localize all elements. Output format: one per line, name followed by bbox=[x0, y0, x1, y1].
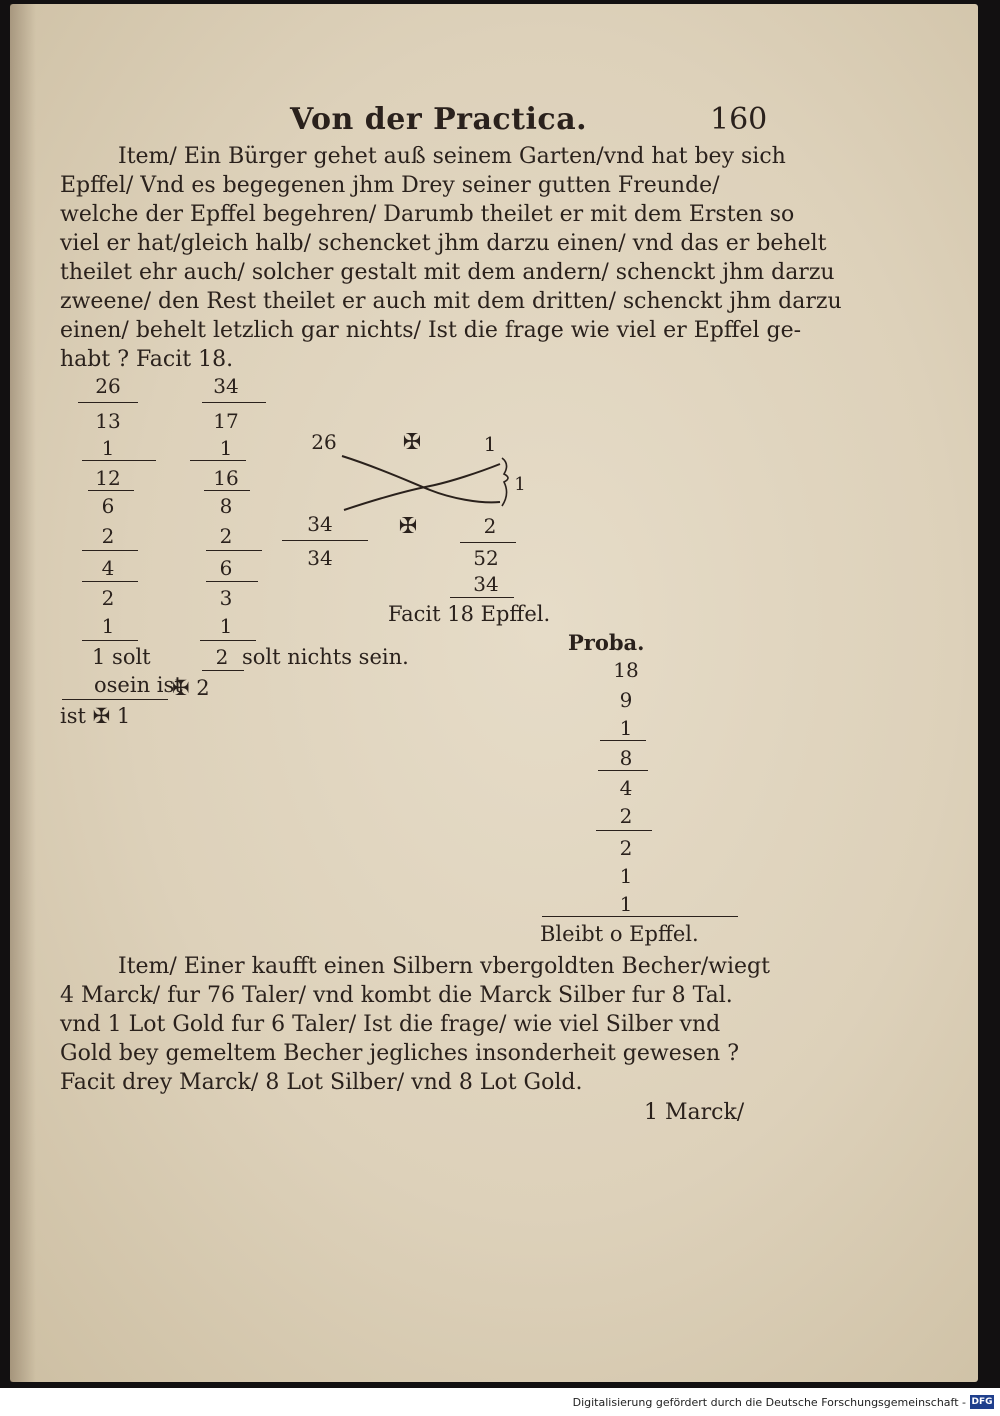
footer-bar bbox=[0, 1388, 1000, 1416]
calc-rule bbox=[206, 550, 262, 551]
problem2-line: vnd 1 Lot Gold fur 6 Taler/ Ist die frage/ wie viel Silber vnd bbox=[60, 1012, 721, 1037]
proba-value: 1 bbox=[619, 716, 633, 740]
cross-value: 34 bbox=[307, 546, 333, 570]
calc-value: 4 bbox=[101, 556, 115, 580]
calc-rule bbox=[202, 402, 266, 403]
calc-note: ✠ 2 bbox=[172, 676, 210, 700]
cross-plus-icon: ✠ bbox=[398, 514, 418, 539]
calc-value: 12 bbox=[95, 466, 121, 490]
problem1-line: Epffel/ Vnd es begegenen jhm Drey seiner gutten Freunde/ bbox=[60, 173, 720, 198]
calc-note: solt nichts sein. bbox=[242, 645, 409, 669]
problem1-line: habt ? Facit 18. bbox=[60, 347, 234, 372]
calc-value: 1 bbox=[219, 614, 233, 638]
book-page bbox=[10, 4, 978, 1382]
proba-value: 9 bbox=[619, 688, 633, 712]
calc-rule bbox=[200, 640, 256, 641]
calc-value: 1 bbox=[101, 436, 115, 460]
proba-value: 4 bbox=[619, 776, 633, 800]
cross-value: 2 bbox=[483, 514, 497, 538]
problem2-line: Item/ Einer kaufft einen Silbern vbergoldten Becher/wiegt bbox=[118, 954, 770, 979]
facit-text: Facit 18 Epffel. bbox=[388, 602, 551, 626]
cross-value: 34 bbox=[307, 512, 333, 536]
catchword: 1 Marck/ bbox=[644, 1100, 745, 1125]
calc-value: 34 bbox=[213, 374, 239, 398]
cross-value: 1 bbox=[483, 432, 497, 456]
proba-rule bbox=[596, 830, 652, 831]
calc-value: 2 bbox=[215, 645, 229, 669]
calc-rule bbox=[204, 490, 250, 491]
problem1-line: Item/ Ein Bürger gehet auß seinem Garten/vnd hat bey sich bbox=[118, 144, 786, 169]
proba-rule bbox=[598, 770, 648, 771]
calc-rule bbox=[202, 670, 244, 671]
cross-value: 26 bbox=[311, 430, 337, 454]
calc-rule bbox=[62, 699, 168, 700]
page-title: Von der Practica. bbox=[290, 102, 588, 137]
proba-value: 2 bbox=[619, 836, 633, 860]
problem1-line: zweene/ den Rest theilet er auch mit dem dritten/ schenckt jhm darzu bbox=[60, 289, 842, 314]
proba-value: 2 bbox=[619, 804, 633, 828]
calc-rule bbox=[82, 640, 138, 641]
calc-value: 3 bbox=[219, 586, 233, 610]
problem1-paragraph bbox=[60, 144, 960, 384]
cross-lines bbox=[330, 450, 530, 520]
calc-value: 1 bbox=[219, 436, 233, 460]
calc-rule bbox=[190, 460, 246, 461]
problem1-line: viel er hat/gleich halb/ schencket jhm darzu einen/ vnd das er behelt bbox=[60, 231, 827, 256]
calc-note: 1 solt bbox=[92, 645, 151, 669]
calc-value: 2 bbox=[101, 524, 115, 548]
problem2-line: 4 Marck/ fur 76 Taler/ vnd kombt die Marck Silber fur 8 Tal. bbox=[60, 983, 733, 1008]
cross-value: 52 bbox=[473, 546, 499, 570]
calc-value: 1 bbox=[101, 614, 115, 638]
problem1-line: welche der Epffel begehren/ Darumb theilet er mit dem Ersten so bbox=[60, 202, 795, 227]
proba-value: 1 bbox=[619, 864, 633, 888]
calc-value: 17 bbox=[213, 409, 239, 433]
cross-rule bbox=[450, 597, 514, 598]
footer-credit: Digitalisierung gefördert durch die Deutsche Forschungsgemeinschaft - bbox=[572, 1396, 966, 1409]
calc-note: osein ist bbox=[94, 673, 183, 697]
problem2-line: Gold bey gemeltem Becher jegliches insonderheit gewesen ? bbox=[60, 1041, 739, 1066]
calc-rule bbox=[88, 490, 134, 491]
calc-value: 26 bbox=[95, 374, 121, 398]
calc-value: 13 bbox=[95, 409, 121, 433]
proba-rule bbox=[600, 740, 646, 741]
cross-value: 1 bbox=[514, 474, 526, 495]
proba-value: 1 bbox=[619, 892, 633, 916]
problem2-line: Facit drey Marck/ 8 Lot Silber/ vnd 8 Lot Gold. bbox=[60, 1070, 583, 1095]
calc-value: 16 bbox=[213, 466, 239, 490]
proba-rule bbox=[542, 916, 738, 917]
cross-rule bbox=[282, 540, 368, 541]
problem1-line: theilet ehr auch/ solcher gestalt mit dem andern/ schenckt jhm darzu bbox=[60, 260, 835, 285]
calc-value: 2 bbox=[219, 524, 233, 548]
calc-value: 6 bbox=[219, 556, 233, 580]
cross-value: 34 bbox=[473, 572, 499, 596]
proba-result: Bleibt o Epffel. bbox=[540, 922, 699, 946]
calc-rule bbox=[82, 581, 138, 582]
cross-plus-icon: ✠ bbox=[402, 430, 422, 455]
calc-value: 2 bbox=[101, 586, 115, 610]
calc-rule bbox=[82, 460, 156, 461]
problem1-line: einen/ behelt letzlich gar nichts/ Ist die frage wie viel er Epffel ge- bbox=[60, 318, 802, 343]
proba-value: 8 bbox=[619, 746, 633, 770]
proba-label: Proba. bbox=[568, 630, 645, 655]
calc-rule bbox=[78, 402, 138, 403]
calc-value: 6 bbox=[101, 494, 115, 518]
page-number: 160 bbox=[710, 102, 768, 137]
problem2-paragraph bbox=[60, 954, 960, 1114]
proba-value: 18 bbox=[613, 658, 639, 682]
calc-value: 8 bbox=[219, 494, 233, 518]
calc-note: ist ✠ 1 bbox=[60, 704, 131, 728]
cross-rule bbox=[460, 542, 516, 543]
calc-rule bbox=[82, 550, 138, 551]
calc-rule bbox=[206, 581, 258, 582]
dfg-logo-icon: DFG bbox=[971, 1397, 993, 1407]
